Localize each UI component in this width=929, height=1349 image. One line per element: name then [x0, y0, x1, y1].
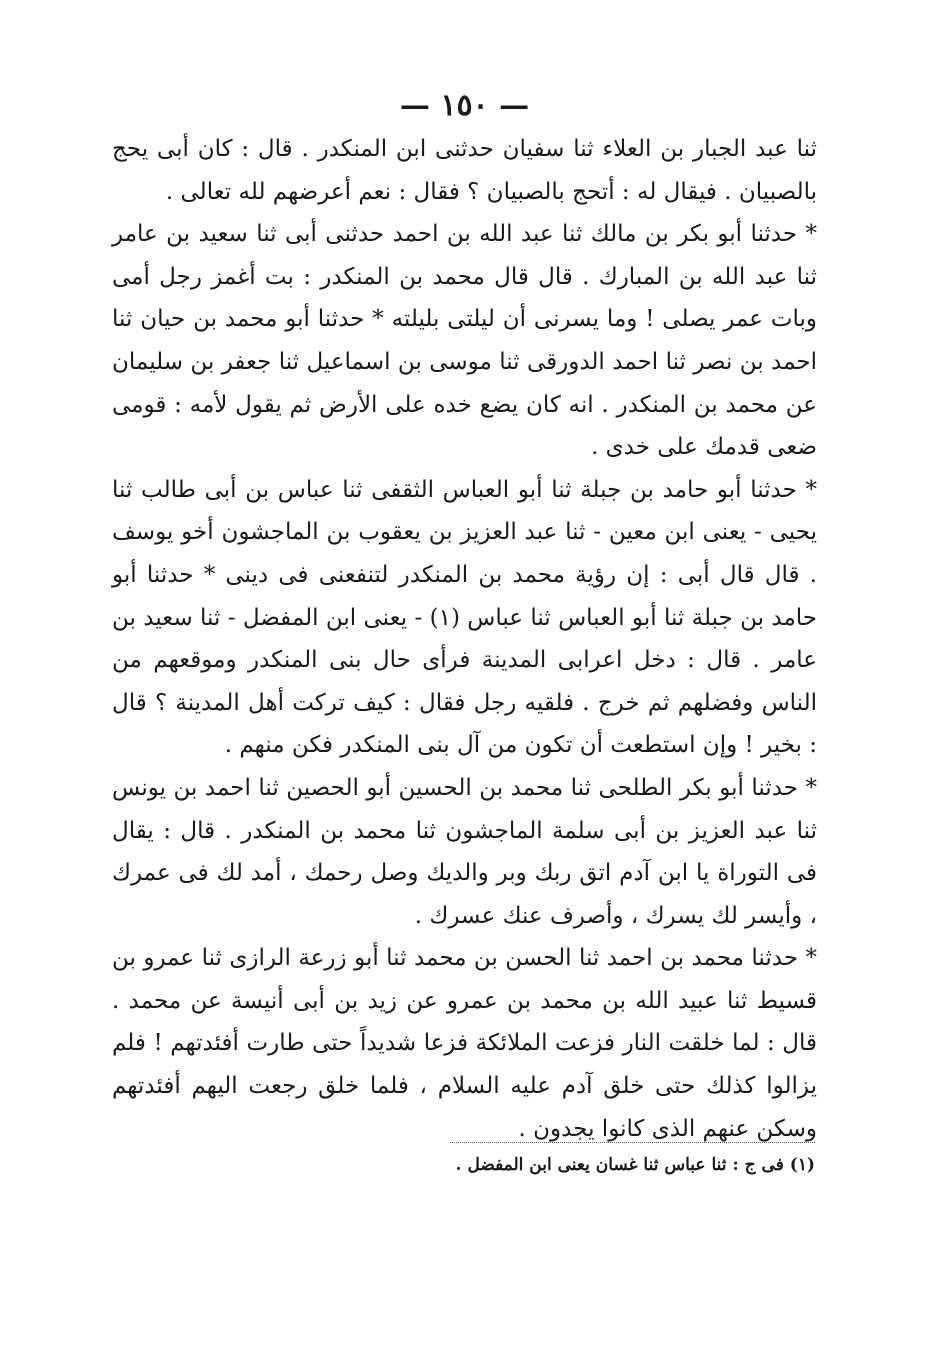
footnote: (١) فى ج : ثنا عباس ثنا غسان يعنى ابن المفضل .	[455, 1155, 815, 1175]
paragraph: * حدثنا أبو بكر الطلحى ثنا محمد بن الحسين أبو الحصين ثنا احمد بن يونس ثنا عبد العزيز بن أبى سلمة الماجشون ثنا محمد بن المنكدر . قال : يقال فى التوراة يا ابن آدم اتق ربك وبر والديك وصل رحمك ، أمد لك فى عمرك ، وأيسر لك يسرك ، وأصرف عنك عسرك .	[112, 774, 817, 929]
footnote-divider	[450, 1142, 815, 1143]
page-number: — ١٥٠ —	[399, 88, 530, 123]
main-text	[112, 128, 817, 1150]
paragraph: ثنا عبد الجبار بن العلاء ثنا سفيان حدثنى ابن المنكدر . قال : كان أبى يحج بالصبيان . فيقال له : أتحج بالصبيان ؟ فقال : نعم أعرضهم لله تعالى .	[112, 136, 817, 205]
paragraph: * حدثنا محمد بن احمد ثنا الحسن بن محمد ثنا أبو زرعة الرازى ثنا عمرو بن قسيط ثنا عبيد الله بن محمد بن عمرو عن زيد بن أبى أنيسة عن محمد . قال : لما خلقت النار فزعت الملائكة فزعا شديداً حتى طارت أفئدتهم ! فلم يزالوا كذلك حتى خلق آدم عليه السلام ، فلما خلق رجعت اليهم أفئدتهم وسكن عنهم الذى كانوا يجدون .	[112, 945, 817, 1142]
paragraph: * حدثنا أبو بكر بن مالك ثنا عبد الله بن احمد حدثنى أبى ثنا سعيد بن عامر ثنا عبد الله بن المبارك . قال قال محمد بن المنكدر : بت أغمز رجل أمى وبات عمر يصلى ! وما يسرنى أن ليلتى بليلته * حدثنا أبو محمد بن حيان ثنا احمد بن نصر ثنا احمد الدورقى ثنا موسى بن اسماعيل ثنا جعفر بن سليمان عن محمد بن المنكدر . انه كان يضع خده على الأرض ثم يقول لأمه : قومى ضعى قدمك على خدى .	[112, 221, 817, 461]
paragraph: * حدثنا أبو حامد بن جبلة ثنا أبو العباس الثقفى ثنا عباس بن أبى طالب ثنا يحيى - يعنى ابن معين - ثنا عبد العزيز بن يعقوب بن الماجشون أخو يوسف . قال قال أبى : إن رؤية محمد بن المنكدر لتنفعنى فى دينى * حدثنا أبو حامد بن جبلة ثنا أبو العباس ثنا عباس (١) - يعنى ابن المفضل - ثنا سعيد بن عامر . قال : دخل اعرابى المدينة فرأى حال بنى المنكدر وموقعهم من الناس وفضلهم ثم خرج . فلقيه رجل فقال : كيف تركت أهل المدينة ؟ قال : بخير ! وإن استطعت أن تكون من آل بنى المنكدر فكن منهم .	[112, 476, 817, 759]
